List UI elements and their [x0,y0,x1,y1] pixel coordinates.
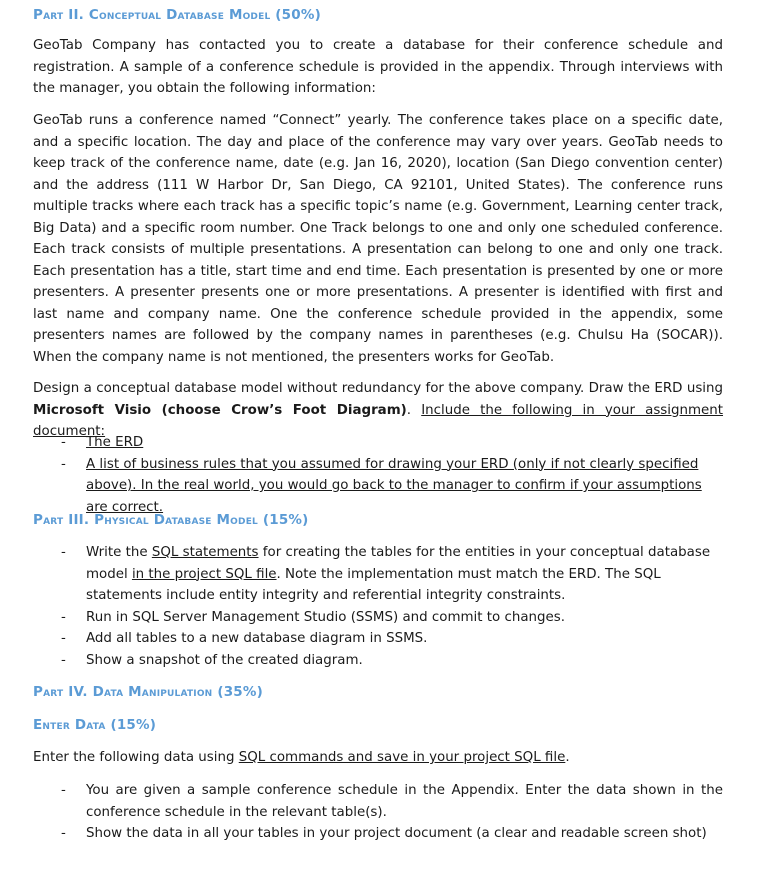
part3-tasks-list [33,542,723,671]
list-item [33,454,723,519]
text-run: . Note the implementation must match the ERD. The SQL statements include entity integrity and referential integrity constraints. [86,566,661,603]
text-run: . [565,750,570,765]
list-item: - Add all tables to a new database diagram in SSMS. [33,628,723,650]
enter-data-subheading: Enter Data (15%) [33,717,157,733]
part2-deliverables-list [33,432,723,518]
part4-heading: Part IV. Data Manipulation (35%) [33,684,263,700]
project-sql-file-text: in the project SQL file [131,566,277,582]
part2-heading: Part II. Conceptual Database Model (50%) [33,7,321,23]
design-text-sep: . [406,402,422,418]
text-run: Write the [86,545,152,560]
text-run: Enter the following data using [33,750,239,765]
list-item: - Run in SQL Server Management Studio (SSMS) and commit to changes. [33,607,723,629]
part2-description-paragraph: GeoTab runs a conference named “Connect” yearly. The conference takes place on a specific date, and a specific location. The day and place of the conference may vary over years. GeoTab needs to keep track of the conference name, date (e.g. Jan 16, 2020), location (San Diego convention center) and the address (111 W Harbor Dr, San Diego, CA 92101, United States). The conference runs multiple tracks where each track has a specific topic’s name (e.g. Government, Learning center track, Big Data) and a specific room number. One Track belongs to one and only one scheduled conference. Each track consists of multiple presentations. A presentation can belong to one and only one track. Each presentation has a title, start time and end time. Each presentation is presented by one or more presenters. A presenter presents one or more presentations. A presenter is identified with first and last name and company name. One the conference schedule provided in the appendix, some presenters names are followed by the company names in parentheses (e.g. Chulsu Ha (SOCAR)). When the company name is not mentioned, the presenters works for GeoTab. [33,113,723,365]
design-text: Design a conceptual database model without redundancy for the above company. Draw the ERD using [33,381,723,396]
list-item [33,432,723,454]
include-instruction: Include the following in your assignment document: [33,402,724,439]
sql-statements-link: SQL statements [151,545,259,560]
list-item [33,542,723,607]
list-item: - You are given a sample conference schedule in the Appendix. Enter the data shown in the conference schedule in the relevant table(s). [33,780,723,823]
part4-tasks-list [33,780,723,845]
part3-heading: Part III. Physical Database Model (15%) [33,512,309,528]
business-rules-item: A list of business rules that you assumed for drawing your ERD (only if not clearly specified above). In the real world, you would go back to the manager to confirm if your assumptions are correct. [86,456,702,515]
erd-item: The ERD [86,435,144,450]
part4-intro-paragraph [33,747,723,769]
sql-commands-text: SQL commands and save in your project SQL file [238,750,566,765]
text-run: for creating the tables for the entities in your conceptual database model [86,545,711,582]
list-item: - Show the data in all your tables in your project document (a clear and readable screen shot) [33,823,723,845]
list-item: - Show a snapshot of the created diagram. [33,650,723,672]
part2-intro-paragraph: GeoTab Company has contacted you to create a database for their conference schedule and registration. A sample of a conference schedule is provided in the appendix. Through interviews with the manager, you obtain the following information: [33,38,723,96]
visio-emphasis: Microsoft Visio (choose Crow’s Foot Diagram) [33,402,407,418]
